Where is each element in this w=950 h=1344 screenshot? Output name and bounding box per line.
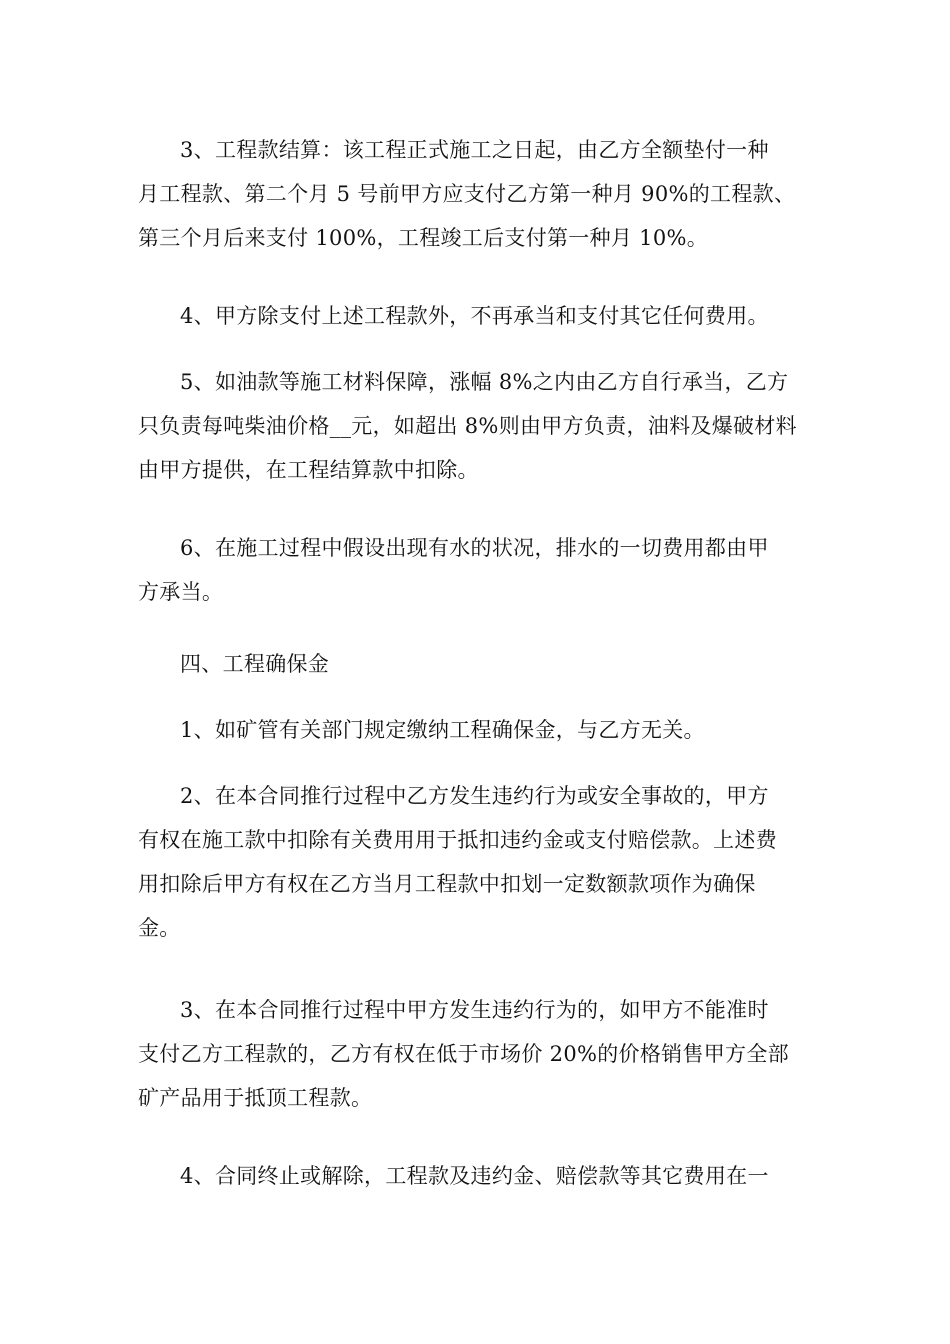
text-line: 3、在本合同推行过程中甲方发生违约行为的，如甲方不能准时	[180, 998, 769, 1022]
text-line: 金。	[138, 916, 181, 940]
paragraph-payment-settlement	[138, 128, 818, 260]
section-heading-text: 四、工程确保金	[180, 652, 330, 676]
text-line: 3、工程款结算：该工程正式施工之日起，由乙方全额垫付一种	[180, 138, 769, 162]
text-line: 有权在施工款中扣除有关费用用于抵扣违约金或支付赔偿款。上述费	[138, 828, 777, 852]
text-line: 6、在施工过程中假设出现有水的状况，排水的一切费用都由甲	[180, 536, 769, 560]
text-line: 2、在本合同推行过程中乙方发生违约行为或安全事故的，甲方	[180, 784, 769, 808]
text-line: 用扣除后甲方有权在乙方当月工程款中扣划一定数额款项作为确保	[138, 872, 756, 896]
text-line: 方承当。	[138, 580, 224, 604]
paragraph-no-other-fees	[138, 294, 818, 338]
paragraph-deposit-4	[138, 1154, 818, 1198]
text-line: 4、甲方除支付上述工程款外，不再承当和支付其它任何费用。	[180, 304, 769, 328]
text-line: 第三个月后来支付 100%，工程竣工后支付第一种月 10%。	[138, 226, 709, 250]
text-line: 月工程款、第二个月 5 号前甲方应支付乙方第一种月 90%的工程款、	[138, 182, 796, 206]
text-line: 只负责每吨柴油价格__元，如超出 8%则由甲方负责，油料及爆破材料	[138, 414, 797, 438]
text-line: 1、如矿管有关部门规定缴纳工程确保金，与乙方无关。	[180, 718, 705, 742]
text-line: 支付乙方工程款的，乙方有权在低于市场价 20%的价格销售甲方全部	[138, 1042, 789, 1066]
text-line: 5、如油款等施工材料保障，涨幅 8%之内由乙方自行承当，乙方	[180, 370, 789, 394]
paragraph-drainage	[138, 526, 818, 614]
text-line: 由甲方提供，在工程结算款中扣除。	[138, 458, 479, 482]
paragraph-deposit-1	[138, 708, 818, 752]
text-line: 矿产品用于抵顶工程款。	[138, 1086, 373, 1110]
section-heading-deposit	[138, 642, 818, 686]
paragraph-material-price	[138, 360, 818, 492]
paragraph-deposit-3	[138, 988, 818, 1120]
text-line: 4、合同终止或解除，工程款及违约金、赔偿款等其它费用在一	[180, 1164, 769, 1188]
paragraph-deposit-2	[138, 774, 818, 950]
